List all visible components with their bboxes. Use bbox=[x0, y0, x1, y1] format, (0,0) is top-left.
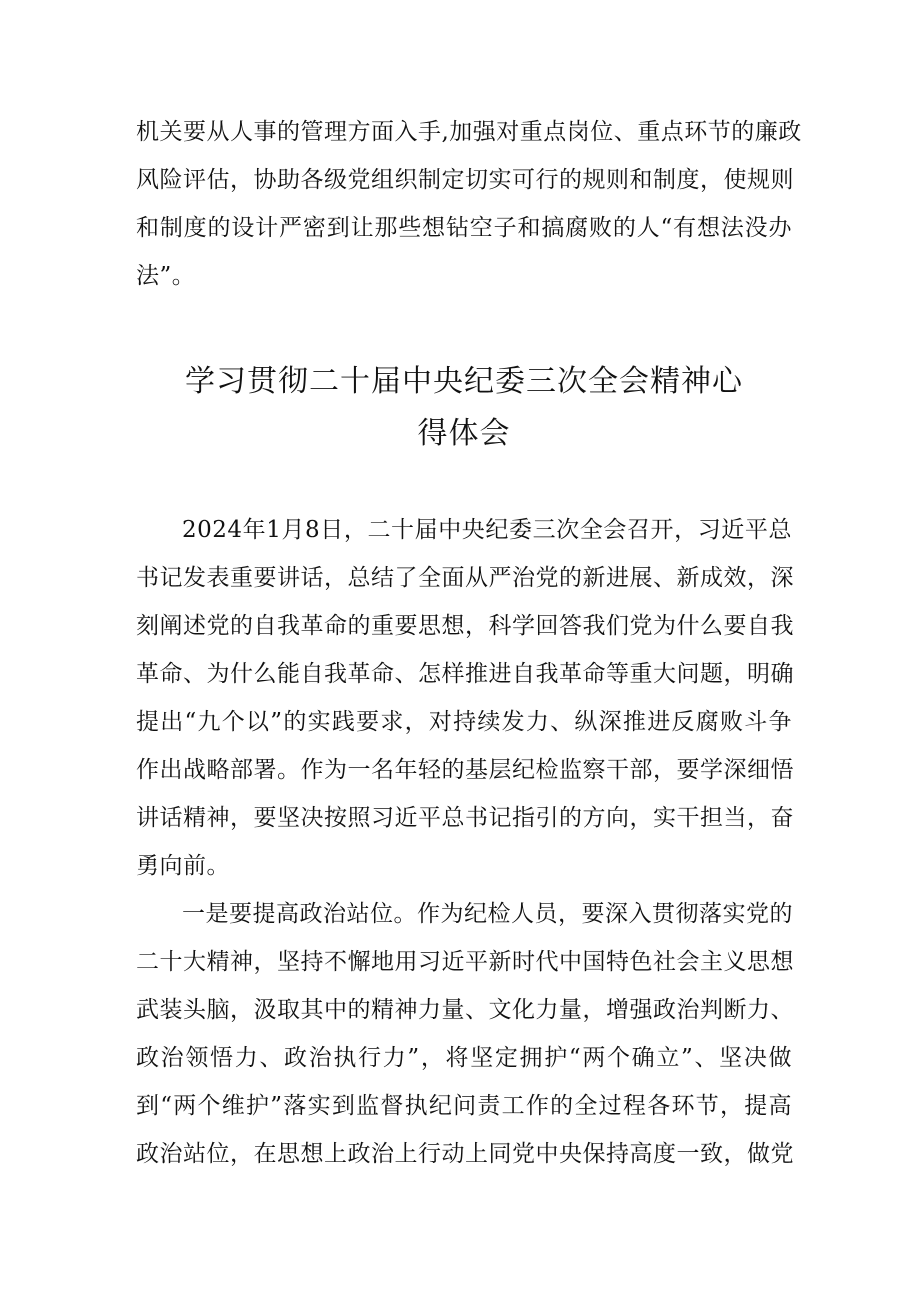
text-line: 提出“九个以”的实践要求，对持续发力、纵深推进反腐败斗争 bbox=[136, 709, 792, 735]
text-line: 书记发表重要讲话，总结了全面从严治党的新进展、新成效，深 bbox=[136, 565, 794, 591]
text-line: 讲话精神，要坚决按照习近平总书记指引的方向，实干担当，奋 bbox=[136, 805, 794, 831]
text-line: 2024年1月8日，二十届中央纪委三次全会召开，习近平总 bbox=[182, 517, 792, 543]
text-line: 二十大精神，坚持不懈地用习近平新时代中国特色社会主义思想 bbox=[136, 949, 794, 975]
document-page bbox=[136, 108, 802, 1178]
text-line: 革命、为什么能自我革命、怎样推进自我革命等重大问题，明确 bbox=[136, 661, 794, 687]
text-line: 刻阐述党的自我革命的重要思想，科学回答我们党为什么要自我 bbox=[136, 613, 794, 639]
title-line-2: 得体会 bbox=[417, 416, 511, 451]
intro-paragraph bbox=[136, 108, 802, 300]
title-line-1: 学习贯彻二十届中央纪委三次全会精神心 bbox=[185, 364, 743, 399]
text-line: 和制度的设计严密到让那些想钻空子和搞腐败的人“有想法没办 bbox=[136, 215, 792, 241]
article-title bbox=[136, 356, 792, 460]
text-line: 作出战略部署。作为一名年轻的基层纪检监察干部，要学深细悟 bbox=[136, 757, 794, 783]
text-line: 机关要从人事的管理方面入手,加强对重点岗位、重点环节的廉政 bbox=[136, 119, 802, 145]
text-line: 政治领悟力、政治执行力”，将坚定拥护“两个确立”、坚决做 bbox=[136, 1045, 792, 1071]
text-line: 政治站位，在思想上政治上行动上同党中央保持高度一致，做党 bbox=[136, 1141, 794, 1167]
text-line: 武装头脑，汲取其中的精神力量、文化力量，增强政治判断力、 bbox=[136, 997, 794, 1023]
text-line: 到“两个维护”落实到监督执纪问责工作的全过程各环节，提高 bbox=[136, 1093, 792, 1119]
text-line: 一是要提高政治站位。作为纪检人员，要深入贯彻落实党的 bbox=[182, 901, 793, 927]
text-line: 勇向前。 bbox=[136, 853, 230, 879]
paragraph-2 bbox=[136, 890, 792, 1178]
text-line: 风险评估，协助各级党组织制定切实可行的规则和制度，使规则 bbox=[136, 167, 794, 193]
text-line: 法”。 bbox=[136, 263, 196, 289]
paragraph-1 bbox=[136, 506, 792, 890]
